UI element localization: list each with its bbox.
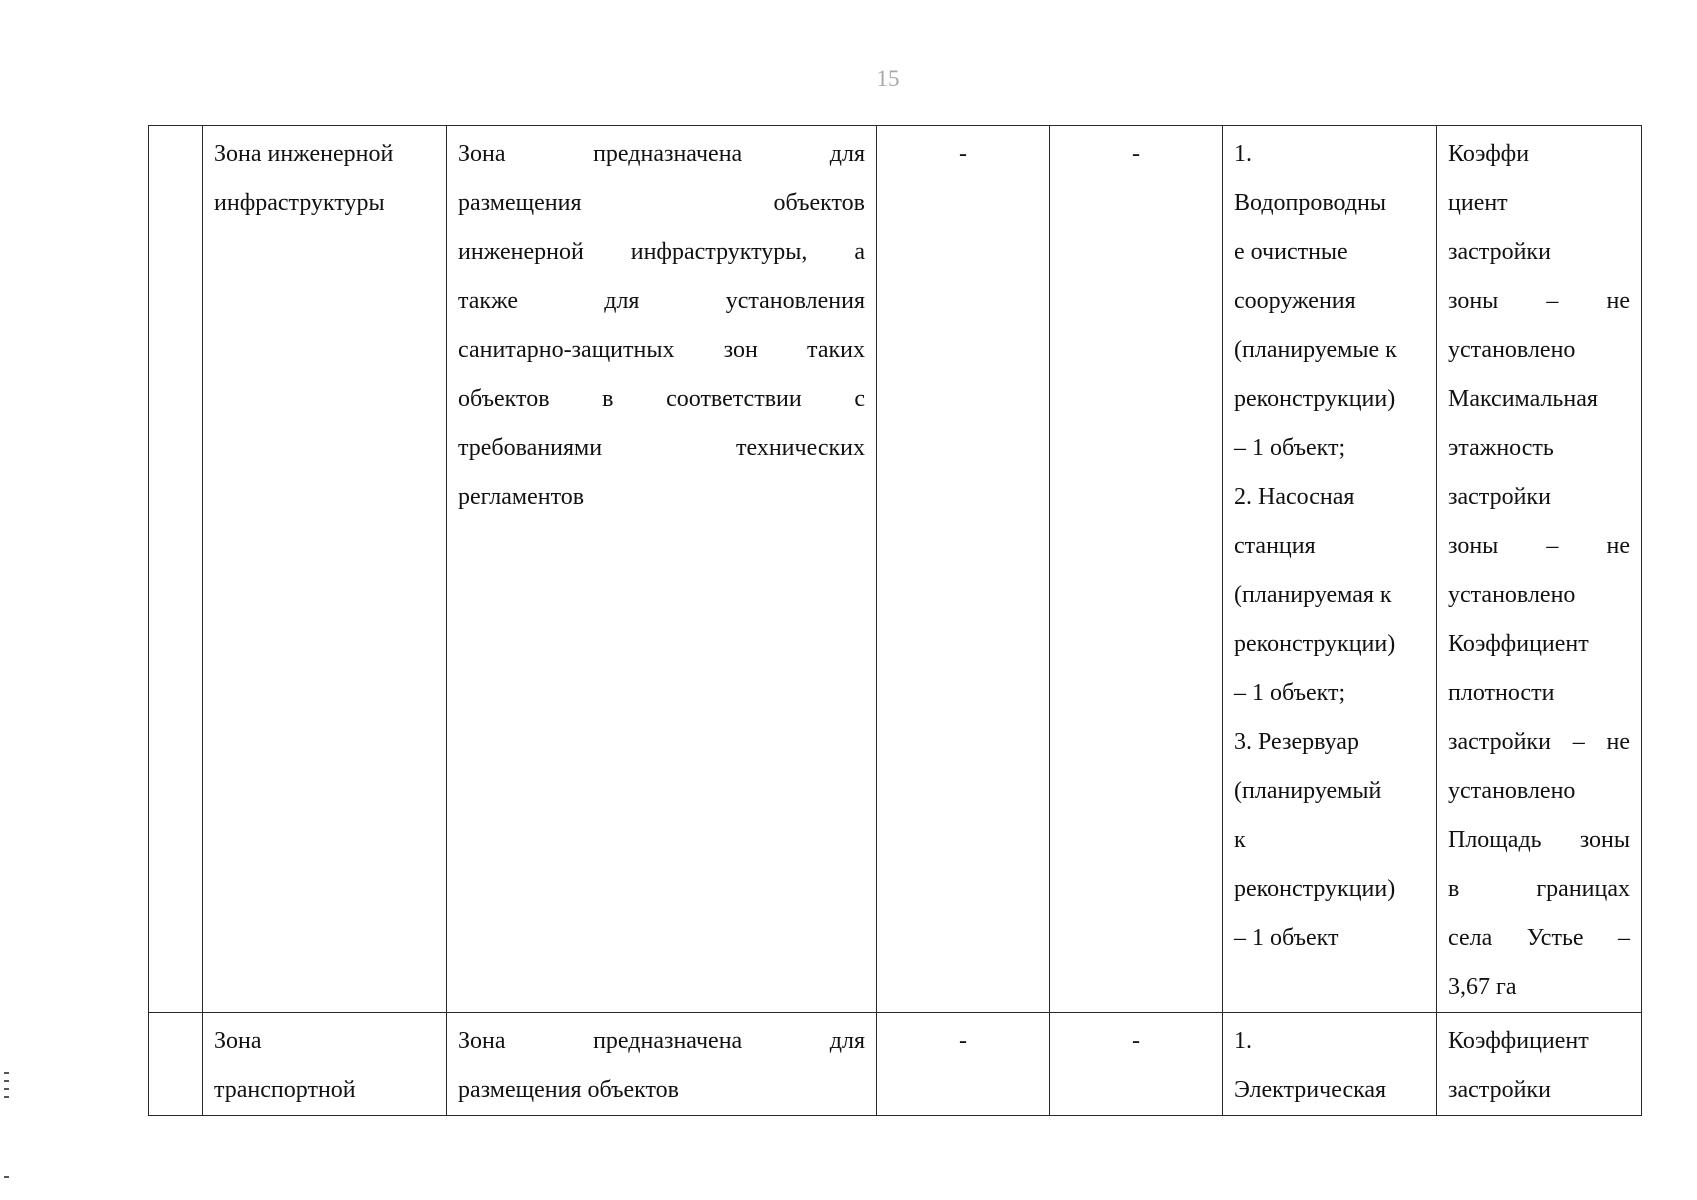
cell-text-line: 3,67 га [1448, 974, 1517, 1000]
cell-text-line: размещения объектов [458, 1077, 680, 1103]
cell-text-line: (планируемый [1234, 778, 1382, 804]
cell-text-line: установлено [1448, 778, 1576, 804]
cell-text-line: станция [1234, 533, 1316, 559]
scan-margin-mark [4, 1088, 9, 1090]
zone-parameters-cell [1437, 126, 1642, 1013]
dash-cell [877, 1013, 1050, 1116]
cell-text-line: 1. [1234, 141, 1252, 167]
cell-text-line: реконструкции) [1234, 386, 1396, 412]
cell-text-line: – 1 объект [1234, 925, 1339, 951]
page-number: 15 [876, 66, 900, 91]
cell-text-line: регламентов [458, 484, 585, 510]
cell-text-line: установлено [1448, 582, 1576, 608]
scan-margin-mark [4, 1096, 9, 1098]
cell-text-line: установлено [1448, 337, 1576, 363]
cell-text-line: реконструкции) [1234, 876, 1396, 902]
cell-text-line: также для установления [458, 288, 865, 314]
cell-text-line: Электрическая [1234, 1077, 1387, 1103]
cell-text-line: в границах [1448, 876, 1630, 902]
cell-text-line: инфраструктуры [214, 190, 385, 216]
cell-text-line: инженерной инфраструктуры, а [458, 239, 865, 265]
cell-text-line: застройки – не [1448, 729, 1630, 755]
cell-text-line: застройки [1448, 1077, 1551, 1103]
cell-text-line: Коэффи [1448, 141, 1530, 167]
cell-text-line: этажность [1448, 435, 1554, 461]
cell-text-line: – 1 объект; [1234, 680, 1346, 706]
cell-text-line: е очистные [1234, 239, 1348, 265]
cell-text-line: зоны – не [1448, 288, 1630, 314]
cell-text-line: Коэффициент [1448, 1028, 1589, 1054]
cell-text-line: требованиями технических [458, 435, 865, 461]
cell-text-line: 1. [1234, 1028, 1252, 1054]
cell-text-line: 3. Резервуар [1234, 729, 1359, 755]
scan-margin-mark [4, 1072, 9, 1074]
cell-text-line: плотности [1448, 680, 1555, 706]
cell-text-line: зоны – не [1448, 533, 1630, 559]
row-number-cell [149, 126, 203, 1013]
dash-cell [1050, 126, 1223, 1013]
cell-text-line: застройки [1448, 484, 1551, 510]
cell-text-line: объектов в соответствии с [458, 386, 865, 412]
cell-text-line: циент [1448, 190, 1508, 216]
cell-text-line: реконструкции) [1234, 631, 1396, 657]
zone-parameters-cell [1437, 1013, 1642, 1116]
cell-text-line: (планируемые к [1234, 337, 1397, 363]
cell-text-line: сооружения [1234, 288, 1356, 314]
dash-value: - [959, 1028, 967, 1054]
scan-margin-mark [4, 1080, 9, 1082]
cell-text-line: к [1234, 827, 1246, 853]
cell-text-line: Водопроводны [1234, 190, 1387, 216]
cell-text-line: санитарно-защитных зон таких [458, 337, 865, 363]
zone-name-cell [203, 1013, 447, 1116]
cell-text-line: Площадь зоны [1448, 827, 1630, 853]
cell-text-line: (планируемая к [1234, 582, 1392, 608]
cell-text-line: села Устье – [1448, 925, 1630, 951]
cell-text-line: транспортной [214, 1077, 356, 1103]
dash-value: - [1132, 1028, 1140, 1054]
planned-objects-cell [1223, 126, 1437, 1013]
zone-purpose-cell [447, 1013, 877, 1116]
cell-text-line: Зона инженерной [214, 141, 394, 167]
dash-cell [1050, 1013, 1223, 1116]
cell-text-line: размещения объектов [458, 190, 865, 216]
cell-text-line: Коэффициент [1448, 631, 1589, 657]
dash-value: - [959, 141, 967, 167]
cell-text-line: Зона предназначена для [458, 1028, 865, 1054]
table-row-transport-zone [149, 1013, 1642, 1116]
cell-text-line: – 1 объект; [1234, 435, 1346, 461]
cell-text-line: Максимальная [1448, 386, 1598, 412]
scan-margin-mark [4, 1176, 9, 1178]
cell-text-line: Зона [214, 1028, 262, 1054]
table-row-engineering-zone [149, 126, 1642, 1013]
zone-purpose-cell [447, 126, 877, 1013]
cell-text-line: застройки [1448, 239, 1551, 265]
planned-objects-cell [1223, 1013, 1437, 1116]
zone-name-cell [203, 126, 447, 1013]
cell-text-line: Зона предназначена для [458, 141, 865, 167]
zones-table [148, 125, 1642, 1116]
cell-text-line: 2. Насосная [1234, 484, 1355, 510]
dash-cell [877, 126, 1050, 1013]
dash-value: - [1132, 141, 1140, 167]
row-number-cell [149, 1013, 203, 1116]
